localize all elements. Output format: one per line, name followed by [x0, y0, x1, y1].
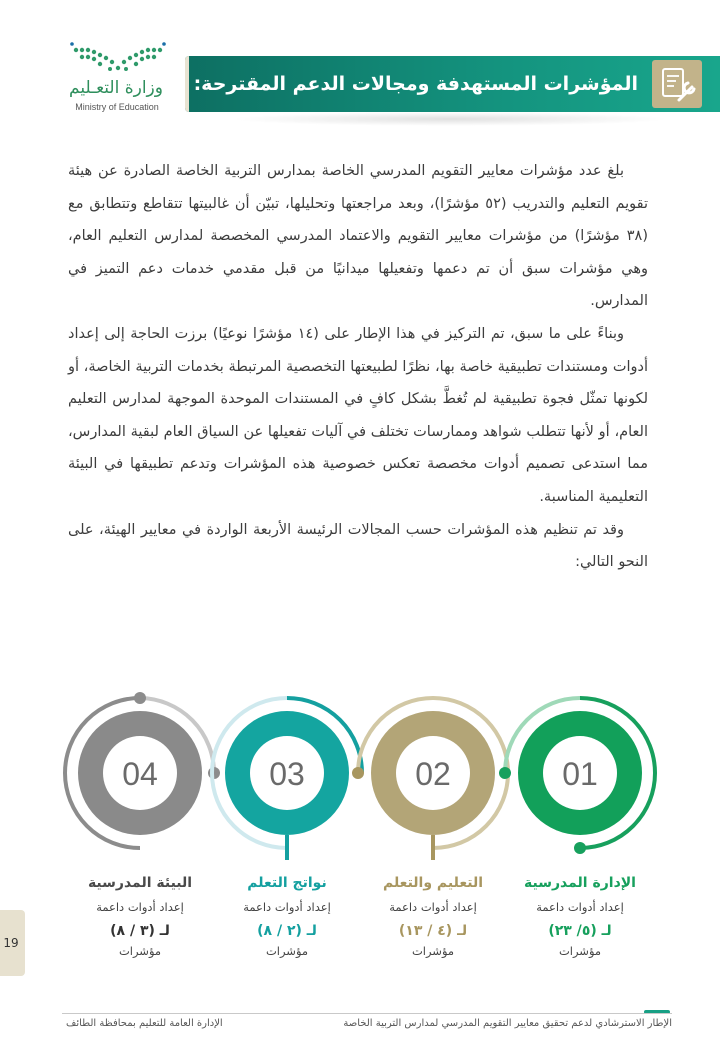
- domain-ratio: لـ (٢ / ٨): [257, 923, 317, 939]
- domain-ratio: لـ (٥/ ٢٣): [548, 923, 612, 939]
- domain-circle-02: [352, 698, 508, 860]
- domain-subtitle: إعداد أدوات داعمة: [389, 900, 477, 914]
- connector-dot: [574, 842, 586, 854]
- page-number-tab: [0, 910, 25, 976]
- domain-number-01: 01: [562, 756, 598, 792]
- title-shadow: [230, 112, 670, 126]
- domain-number-04: 04: [122, 756, 158, 792]
- domain-number-03: 03: [269, 756, 305, 792]
- ministry-logo: [62, 40, 174, 120]
- logo-english-text: Ministry of Education: [75, 102, 159, 112]
- domain-subtitle: إعداد أدوات داعمة: [96, 900, 184, 914]
- tools-document-icon: [652, 60, 702, 108]
- domain-card-02: [373, 872, 493, 962]
- domain-subtitle: إعداد أدوات داعمة: [536, 900, 624, 914]
- domain-title: البيئة المدرسية: [87, 875, 193, 891]
- domain-title: نواتج التعلم: [247, 875, 327, 891]
- domain-unit: مؤشرات: [558, 944, 602, 958]
- domains-infographic: [60, 690, 660, 860]
- domain-card-04: [80, 872, 200, 962]
- domain-subtitle: إعداد أدوات داعمة: [243, 900, 331, 914]
- logo-dots-icon: [62, 40, 174, 80]
- section-title-bar: [185, 56, 720, 112]
- footer-department: الإدارة العامة للتعليم بمحافظة الطائف: [66, 1018, 223, 1029]
- domain-circle-03: [212, 698, 362, 860]
- paragraph-1: بلغ عدد مؤشرات معايير التقويم المدرسي الخاصة بمدارس التربية الخاصة الصادرة عن هيئة تقويم التعليم والتدريب (٥٢ مؤشرًا)، وبعد مراجعتها وتحليلها، تبيّن أن غالبيتها تتقاطع وتتطابق مع (٣٨ مؤشرًا) من مؤشرات معايير التقويم والاعتماد المدرسي المخصصة لمدارس التعليم العام، وهي مؤشرات سبق أن تم دعمها وتفعيلها ميدانيًا من قبل مقدمي خدمات دعم التميز في المدارس.: [68, 163, 648, 310]
- domain-number-02: 02: [415, 756, 451, 792]
- domain-title: التعليم والتعلم: [382, 875, 484, 891]
- footer-divider: [62, 1013, 672, 1014]
- domain-unit: مؤشرات: [118, 944, 162, 958]
- domain-title: الإدارة المدرسية: [524, 875, 636, 891]
- domain-unit: مؤشرات: [265, 944, 309, 958]
- domain-card-03: [227, 872, 347, 962]
- domain-ratio: لـ (٤ / ١٣): [398, 923, 468, 939]
- domain-ratio: لـ (٣ / ٨): [110, 923, 170, 939]
- paragraph-2: وبناءً على ما سبق، تم التركيز في هذا الإطار على (١٤ مؤشرًا نوعيًا) برزت الحاجة إلى إعداد أدوات ومستندات تطبيقية خاصة بها، نظرًا لطبيعتها التخصصية المرتبطة بخدمات التربية الخاصة، أو لكونها تمثّل فجوة تطبيقية لم تُغطَّ بشكل كافٍ في المستندات الموحدة الموجهة لمدارس التعليم العام، أو لأنها تتطلب شواهد وممارسات تختلف في آليات تفعيلها عن السياق العام لبقية المدارس، مما استدعى تصميم أدوات مخصصة تعكس خصوصية هذه المؤشرات وتدعم تطبيقها في البيئة التعليمية المناسبة.: [68, 325, 648, 505]
- page-number: 19: [3, 936, 19, 950]
- body-text: [68, 155, 648, 579]
- domain-circle-01: [499, 698, 655, 854]
- domain-card-01: [520, 872, 640, 962]
- footer-document-title: الإطار الاسترشادي لدعم تحقيق معايير التقويم المدرسي لمدارس التربية الخاصة: [343, 1018, 672, 1029]
- connector-dot: [352, 767, 364, 779]
- domain-circle-04: [65, 692, 220, 848]
- domain-unit: مؤشرات: [411, 944, 455, 958]
- logo-arabic-text: وزارة التعـليم: [69, 78, 163, 98]
- paragraph-3: وقد تم تنظيم هذه المؤشرات حسب المجالات الرئيسة الأربعة الواردة في معايير الهيئة، على النحو التالي:: [68, 521, 648, 571]
- page-title: المؤشرات المستهدفة ومجالات الدعم المقترحة:: [193, 73, 638, 95]
- connector-dot: [499, 767, 511, 779]
- connector-dot: [134, 692, 146, 704]
